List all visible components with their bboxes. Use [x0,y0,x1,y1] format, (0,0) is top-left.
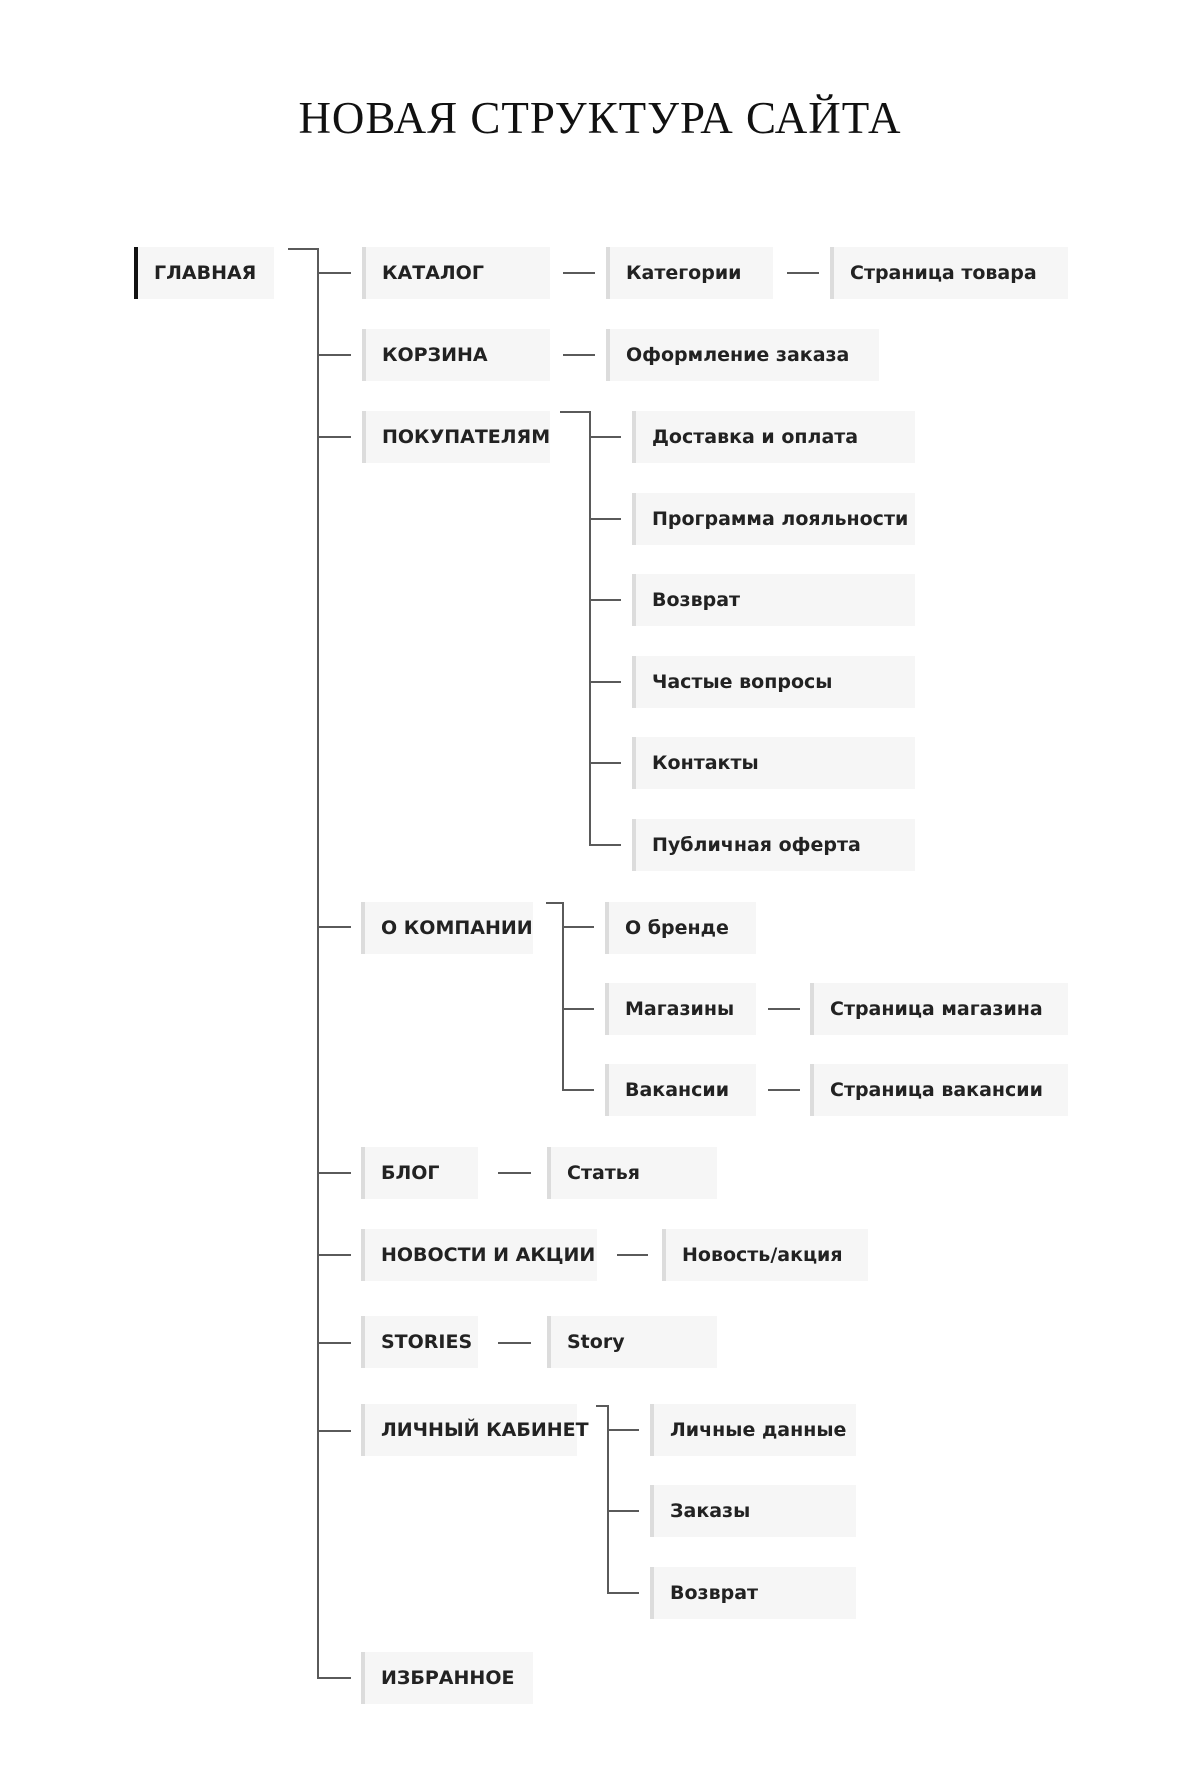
node-about-brand[interactable]: О бренде [605,902,756,954]
node-vacancy-page[interactable]: Страница вакансии [810,1064,1068,1116]
node-product-page[interactable]: Страница товара [830,247,1068,299]
node-story[interactable]: Story [547,1316,717,1368]
node-vacancies[interactable]: Вакансии [605,1064,756,1116]
node-public-offer[interactable]: Публичная оферта [632,819,915,871]
node-faq[interactable]: Частые вопросы [632,656,915,708]
node-home[interactable]: ГЛАВНАЯ [134,247,274,299]
node-favorites[interactable]: ИЗБРАННОЕ [361,1652,533,1704]
node-checkout[interactable]: Оформление заказа [606,329,879,381]
node-news-item[interactable]: Новость/акция [662,1229,868,1281]
node-store-page[interactable]: Страница магазина [810,983,1068,1035]
page-title: НОВАЯ СТРУКТУРА САЙТА [298,93,902,143]
node-returns[interactable]: Возврат [632,574,915,626]
node-stories[interactable]: STORIES [361,1316,478,1368]
node-catalog[interactable]: КАТАЛОГ [362,247,550,299]
node-customers[interactable]: ПОКУПАТЕЛЯМ [362,411,550,463]
node-account[interactable]: ЛИЧНЫЙ КАБИНЕТ [361,1404,577,1456]
node-categories[interactable]: Категории [606,247,773,299]
node-blog[interactable]: БЛОГ [361,1147,478,1199]
node-stores[interactable]: Магазины [605,983,756,1035]
node-cart[interactable]: КОРЗИНА [362,329,550,381]
node-loyalty-program[interactable]: Программа лояльности [632,493,915,545]
node-personal-data[interactable]: Личные данные [650,1404,856,1456]
node-orders[interactable]: Заказы [650,1485,856,1537]
node-delivery-payment[interactable]: Доставка и оплата [632,411,915,463]
node-account-returns[interactable]: Возврат [650,1567,856,1619]
node-article[interactable]: Статья [547,1147,717,1199]
node-news[interactable]: НОВОСТИ И АКЦИИ [361,1229,597,1281]
node-company[interactable]: О КОМПАНИИ [361,902,533,954]
node-contacts[interactable]: Контакты [632,737,915,789]
